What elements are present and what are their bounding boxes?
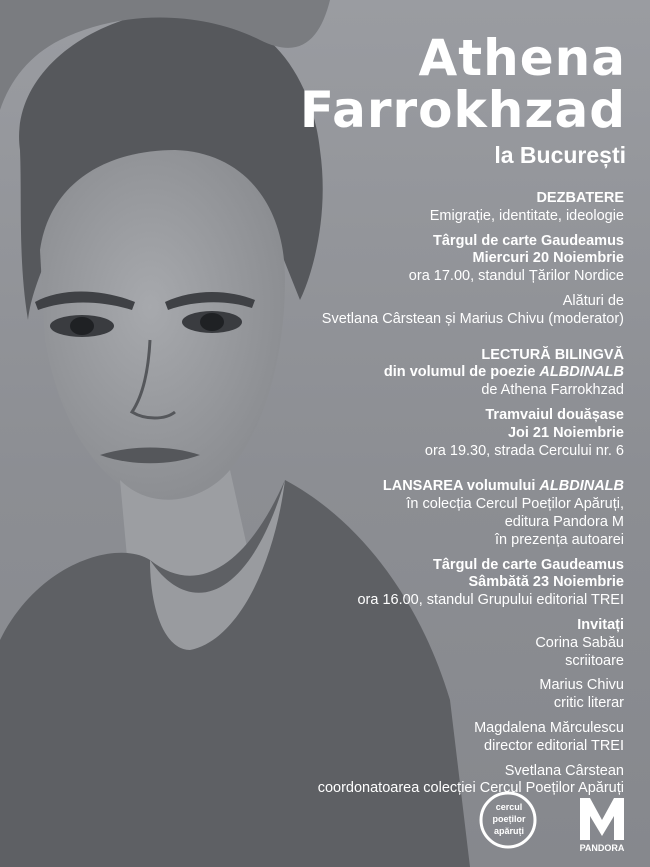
title-last-name: Farrokhzad [299, 81, 626, 139]
guest-role: director editorial TREI [484, 737, 624, 754]
reading-book-title: ALBDINALB [539, 364, 624, 381]
reading-time-place: ora 19.30, strada Cercului nr. 6 [424, 442, 624, 459]
reading-venue: Tramvaiul douășase [485, 406, 624, 423]
launch-date: Sâmbătă 23 Noiembrie [468, 574, 624, 591]
pandora-m-logo [574, 794, 630, 854]
debate-with-names: Svetlana Cârstean și Marius Chivu (moderator) [321, 310, 624, 327]
guest-name: Svetlana Cârstean [504, 762, 624, 779]
guests-label: Invitați [577, 616, 624, 633]
guest-name: Marius Chivu [539, 677, 624, 694]
guest-name: Corina Sabău [535, 634, 624, 651]
debate-date: Miercuri 20 Noiembrie [472, 250, 624, 267]
title-first-name: Athena [418, 29, 626, 87]
launch-label: LANSAREA volumului ALBDINALB [382, 478, 624, 495]
debate-with-label: Alături de [562, 292, 624, 309]
reading-from: din volumul de poezie ALBDINALB [383, 364, 624, 381]
launch-presence: în prezența autoarei [495, 531, 624, 548]
debate-topic: Emigrație, identitate, ideologie [429, 207, 624, 224]
debate-label: DEZBATERE [536, 190, 624, 206]
guest-role: coordonatoarea colecției Cercul Poeților Apăruți [317, 780, 624, 797]
event-listing [244, 190, 624, 798]
svg-text:PANDORA: PANDORA [579, 843, 625, 853]
guest-role: scriitoare [565, 652, 624, 669]
svg-text:apăruți: apăruți [493, 826, 525, 836]
cercul-poetilor-aparuti-logo [478, 790, 538, 850]
guest-name: Magdalena Mărculescu [474, 719, 624, 736]
svg-text:cercul: cercul [495, 802, 523, 812]
subtitle-city: la București [494, 142, 626, 168]
launch-publisher: editura Pandora M [504, 513, 624, 530]
launch-collection: în colecția Cercul Poeților Apăruți, [406, 496, 624, 513]
reading-by: de Athena Farrokhzad [481, 382, 624, 399]
debate-venue: Târgul de carte Gaudeamus [433, 232, 624, 249]
debate-time-place: ora 17.00, standul Țărilor Nordice [408, 268, 624, 285]
launch-book-title: ALBDINALB [539, 478, 624, 495]
reading-date: Joi 21 Noiembrie [507, 424, 624, 441]
reading-label: LECTURĂ BILINGVĂ [481, 346, 624, 363]
launch-venue: Târgul de carte Gaudeamus [433, 556, 624, 573]
svg-text:poeților: poeților [492, 814, 526, 824]
launch-time-place: ora 16.00, standul Grupului editorial TREI [357, 592, 624, 609]
guest-role: critic literar [553, 695, 624, 712]
